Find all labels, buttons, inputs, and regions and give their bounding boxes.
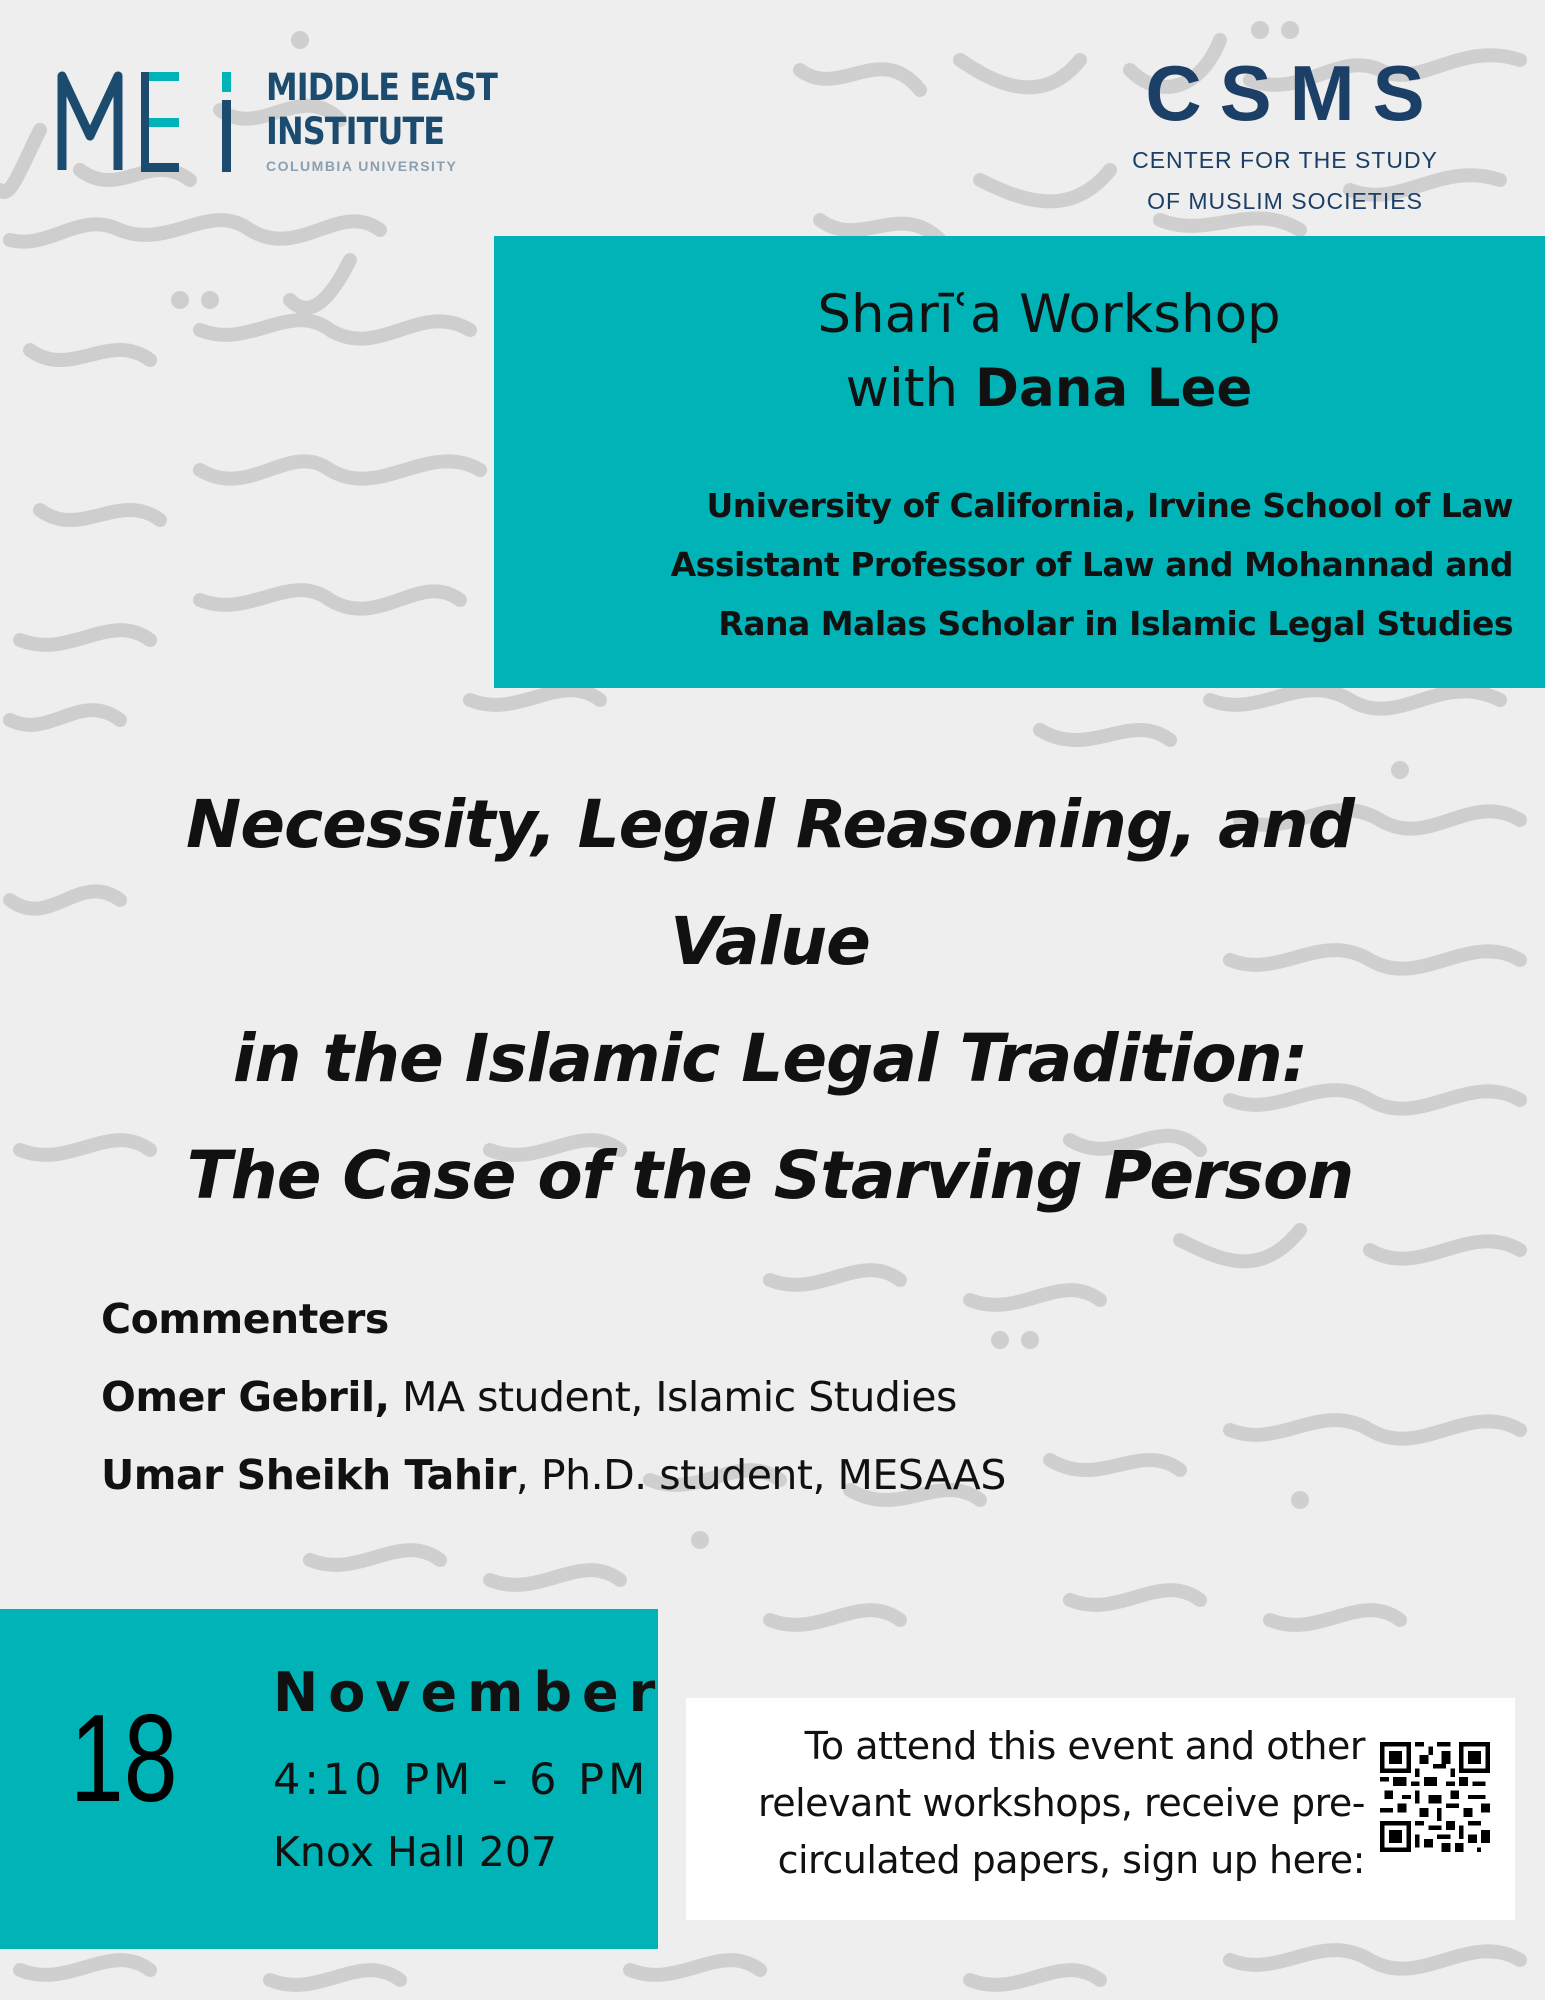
commenter-item: [101, 1358, 1301, 1436]
event-location: Knox Hall 207: [273, 1828, 558, 1876]
with-prefix: with: [845, 358, 959, 419]
csms-acronym: CSMS: [1145, 49, 1443, 137]
workshop-heading: [494, 278, 1545, 426]
signup-line-3: circulated papers, sign up here:: [777, 1838, 1365, 1882]
workshop-name: Sharīʿa Workshop: [817, 284, 1281, 345]
commenter-role: , Ph.D. student, MESAAS: [515, 1451, 1006, 1499]
mei-monogram-icon: [56, 66, 246, 176]
event-month: November: [273, 1661, 666, 1724]
speaker-name: Dana Lee: [974, 358, 1253, 419]
signup-line-2: relevant workshops, receive pre-: [757, 1781, 1365, 1825]
event-date-panel: [0, 1609, 666, 1949]
qr-code-icon[interactable]: [1380, 1742, 1490, 1852]
speaker-panel: [494, 236, 1545, 688]
commenters-section: [101, 1280, 1301, 1514]
affiliation-line-1: University of California, Irvine School of Law: [706, 486, 1513, 525]
affiliation-line-3: Rana Malas Scholar in Islamic Legal Studies: [718, 604, 1513, 643]
csms-name-line-1: CENTER FOR THE STUDY: [1132, 147, 1438, 173]
mei-subtitle: COLUMBIA UNIVERSITY: [266, 158, 458, 174]
mei-wordmark: [266, 66, 506, 174]
mei-logo[interactable]: [56, 66, 496, 186]
commenter-item: [101, 1436, 1301, 1514]
mei-line-2: INSTITUTE: [266, 110, 445, 153]
affiliation-line-2: Assistant Professor of Law and Mohannad and: [670, 545, 1513, 584]
csms-name-line-2: OF MUSLIM SOCIETIES: [1147, 188, 1423, 214]
talk-title-line-2: Value: [670, 903, 870, 980]
commenters-heading: Commenters: [101, 1295, 389, 1343]
speaker-line: [494, 352, 1545, 426]
talk-title-line-3: in the Islamic Legal Tradition:: [232, 1020, 1308, 1097]
signup-line-1: To attend this event and other: [804, 1724, 1365, 1768]
mei-line-1: MIDDLE EAST: [266, 66, 497, 109]
signup-panel: [686, 1698, 1515, 1920]
talk-title-line-4: The Case of the Starving Person: [186, 1137, 1354, 1214]
talk-title-line-1: Necessity, Legal Reasoning, and: [186, 786, 1354, 863]
commenter-name: Umar Sheikh Tahir: [101, 1451, 516, 1499]
speaker-affiliation: [513, 476, 1513, 653]
event-time: 4:10 PM - 6 PM: [273, 1755, 650, 1805]
csms-logo[interactable]: [1090, 50, 1480, 218]
talk-title: [120, 766, 1420, 1234]
commenter-role: MA student, Islamic Studies: [389, 1373, 957, 1421]
event-day: 18: [70, 1690, 178, 1828]
commenter-name: Omer Gebril,: [101, 1373, 390, 1421]
signup-text: [705, 1718, 1365, 1889]
